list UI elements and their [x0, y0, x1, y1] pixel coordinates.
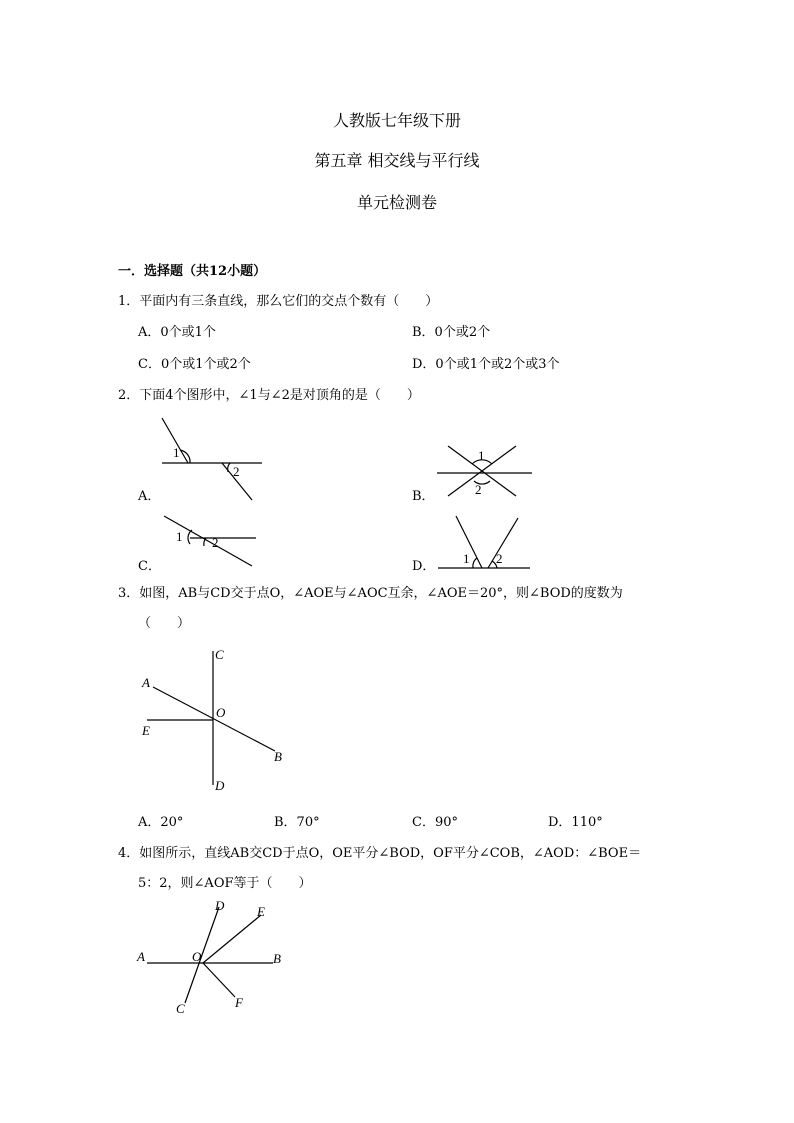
q2-option-b-label: B． [412, 489, 435, 504]
q3-stem-line1: 3．如图，AB与CD交于点O，∠AOE与∠AOC互余，∠AOE＝20°，则∠BOD的度数为 [118, 586, 623, 601]
q4-label-d: D [215, 898, 225, 913]
section-heading: 一．选择题（共12小题） [118, 264, 267, 279]
q2b-angle1-label: 1 [478, 448, 485, 463]
q2c-angle2-label: 2 [212, 535, 219, 550]
q3-label-o: O [216, 705, 226, 720]
q3-label-a: A [142, 675, 150, 690]
q3-label-b: B [274, 749, 282, 764]
q2a-angle1-label: 1 [173, 445, 180, 460]
q2c-angle1-label: 1 [176, 529, 183, 544]
q2d-line-right [488, 518, 518, 568]
q4-ray-oe [203, 915, 261, 963]
q4-stem-line1: 4．如图所示，直线AB交CD于点O，OE平分∠BOD，OF平分∠COB，∠AOD：∠BOE＝ [118, 846, 642, 861]
q3-option-c: C．90° [412, 815, 458, 830]
q3-stem-line2: （ ） [138, 616, 191, 631]
q1-option-a: A．0个或1个 [138, 325, 216, 340]
q4-line-cd [185, 907, 219, 1003]
q4-ray-of [203, 963, 235, 997]
chapter-title: 第五章 相交线与平行线 [314, 151, 480, 170]
q1-option-d: D．0个或1个或2个或3个 [412, 357, 560, 372]
q2-figure-d [432, 510, 537, 572]
q2d-angle2-label: 2 [496, 551, 503, 566]
q2-stem: 2．下面4个图形中，∠1与∠2是对顶角的是（ ） [118, 388, 420, 403]
q4-stem-line2: 5：2，则∠AOF等于（ ） [138, 876, 312, 891]
q3-option-a: A．20° [138, 815, 184, 830]
q2-figure-a [150, 410, 270, 505]
q3-label-d: D [215, 778, 225, 793]
q2d-angle1-arc [473, 558, 477, 568]
doc-title: 人教版七年级下册 [332, 111, 461, 130]
q4-label-f: F [235, 995, 243, 1010]
q4-figure [135, 895, 305, 1020]
q2-option-c-label: C． [138, 559, 161, 574]
q3-line-ab [153, 687, 275, 751]
q2-figure-b [432, 438, 537, 500]
q4-label-o: O [192, 949, 202, 964]
q4-label-a: A [137, 949, 145, 964]
q3-option-d: D．110° [548, 815, 603, 830]
q4-label-e: E [257, 904, 265, 919]
q3-option-b: B．70° [274, 815, 320, 830]
q2-option-a-label: A． [138, 489, 161, 504]
q2b-angle2-label: 2 [475, 482, 482, 497]
q2a-angle2-label: 2 [233, 464, 240, 479]
q3-label-e: E [142, 723, 150, 738]
q4-label-b: B [273, 951, 281, 966]
q2-figure-c [158, 510, 263, 572]
q4-label-c: C [176, 1001, 185, 1016]
q1-option-b: B．0个或2个 [412, 325, 491, 340]
q3-figure [135, 645, 305, 795]
q2-option-d-label: D． [412, 559, 436, 574]
q2d-angle1-label: 1 [463, 551, 470, 566]
q3-label-c: C [215, 647, 224, 662]
q1-option-c: C．0个或1个或2个 [138, 357, 251, 372]
q1-stem: 1．平面内有三条直线，那么它们的交点个数有（ ） [118, 294, 439, 309]
test-title: 单元检测卷 [356, 193, 437, 212]
